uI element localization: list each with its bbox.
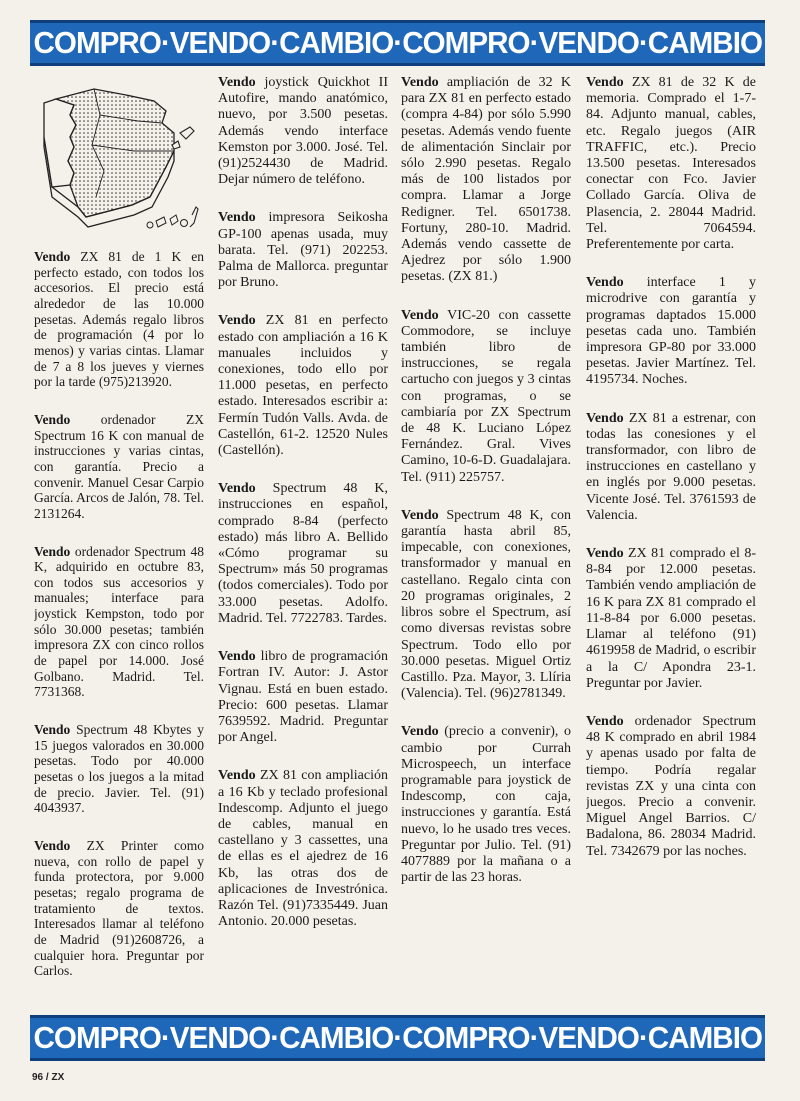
ad-lead: Vendo [586, 410, 624, 426]
classified-ad-15 [401, 724, 571, 886]
classified-ad-16 [586, 75, 756, 253]
classified-ad-19 [586, 546, 756, 692]
ad-text: (precio a convenir), o cambio por Currah Microspeech, un interface programable para joystick de Indescomp, con caja, instrucciones y garantía. Está nuevo, lo he usado tres veces. Preguntar por Julio. Tel. (91) 4077889 por la mañana o a partir de las 23 horas. [401, 724, 571, 886]
ad-lead: Vendo [34, 249, 71, 264]
ad-lead: Vendo [218, 313, 256, 329]
page-number: 96 / ZX [32, 1072, 65, 1083]
ad-text: ampliación de 32 K para ZX 81 en perfecto estado (compra 4-84) por sólo 5.990 pesetas. Además vendo fuente de alimentación Sinclair por sólo 2.990 pesetas. Regalo más de 100 listados por compra. Llamar a Jorge Redigner. Tel. 6501738. Fortuny, 280-10. Madrid. Además vendo cassette de Ajedrez por sólo 1.900 pesetas. (ZX 81.) [401, 75, 571, 285]
bottom-banner [30, 1015, 765, 1061]
ad-lead: Vendo [586, 546, 624, 562]
ad-lead: Vendo [218, 481, 256, 497]
ad-lead: Vendo [34, 722, 71, 738]
ad-lead: Vendo [401, 307, 439, 323]
column-2 [218, 75, 388, 1005]
ad-text: VIC-20 con cassette Commodore, se incluye también libro de instrucciones, se regala cartucho con juegos y 3 cintas con programas, o se cambiaría por ZX Spectrum de 48 K. Luciano López Fernández. Gral. Vives Camino, 10-6-D. Guadalajara. Tel. (911) 225757. [401, 307, 571, 485]
ad-text: joystick Quickhot II Autofire, mando anatómico, nuevo, por 3.500 pesetas. Además vendo interface Kemston por 3.000. José. Tel. (91)2524430 de Madrid. Dejar número de teléfono. [218, 75, 388, 188]
ad-lead: Vendo [401, 507, 439, 523]
ad-text: interface 1 y microdrive con garantía y programas daptados 15.000 pesetas cada uno. También impresora GP-80 por 33.000 pesetas. Javier Martínez. Tel. 4195734. Noches. [586, 275, 756, 388]
ad-lead: Vendo [34, 543, 71, 559]
ad-text: impresora Seikosha GP-100 apenas usada, muy barata. Tel. (971) 202253. Palma de Mallorca. preguntar por Bruno. [218, 210, 388, 291]
ad-lead: Vendo [34, 838, 71, 853]
bottom-banner-text: COMPRO·VENDO·CAMBIO·COMPRO·VENDO·CAMBIO [33, 1020, 762, 1055]
classified-ad-18 [586, 411, 756, 524]
column-3 [401, 75, 571, 1005]
classified-ad-12 [401, 75, 571, 286]
classified-ad-8 [218, 313, 388, 459]
ad-lead: Vendo [401, 724, 439, 740]
ad-lead: Vendo [218, 210, 256, 226]
column-1 [34, 75, 204, 1005]
ad-text: ordenador Spectrum 48 K comprado en abril 1984 y apenas usado por falta de tiempo. Podría regalar revistas ZX y una cinta con juegos. Precio a convenir. Miguel Angel Barrios. C/ Badalona, 86. 28034 Madrid. Tel. 7342679 por las noches. [586, 713, 756, 859]
classified-ad-6 [218, 75, 388, 188]
ad-text: ZX 81 de 1 K en perfecto estado, con todos los accesorios. El precio está alrededor de las 10.000 pesetas. Además regalo libros de programación (4 por lo menos) y varias cintas. Llamar de 7 a 8 los jueves y viernes por la tarde (975)213920. [34, 249, 204, 390]
ad-text: ordenador Spectrum 48 K, adquirido en octubre 83, con todos sus accesorios y manuales; interface para joystick Kempston, todo por sólo 30.000 pesetas; también impresora ZX con cinco rollos de papel por 14.000. José Golbano. Madrid. Tel. 7731368. [34, 543, 204, 700]
classified-ad-17 [586, 275, 756, 388]
classified-ad-14 [401, 508, 571, 702]
classified-ad-1 [34, 249, 204, 390]
ad-lead: Vendo [586, 75, 624, 90]
ad-text: Spectrum 48 Kbytes y 15 juegos valorados en 30.000 pesetas. Todo por 40.000 pesetas o los juegos a la mitad de precio. Javier. Tel. (91) 4043937. [34, 722, 204, 816]
ad-lead: Vendo [586, 713, 624, 729]
top-banner-text: COMPRO·VENDO·CAMBIO·COMPRO·VENDO·CAMBIO [33, 25, 762, 60]
ad-lead: Vendo [586, 275, 624, 291]
spain-map-illustration [34, 75, 204, 245]
classified-ad-7 [218, 210, 388, 291]
ad-lead: Vendo [218, 649, 256, 665]
ad-text: libro de programación Fortran IV. Autor: J. Astor Vignau. Está en buen estado. Precio: 600 pesetas. Llamar 7639592. Madrid. Preguntar por Angel. [218, 649, 388, 746]
ad-text: ZX 81 en perfecto estado con ampliación a 16 K manuales incluidos y conexiones, todo ello por 11.000 pesetas, en perfecto estado. Interesados escribir a: Fermín Tudón Valls. Avda. de Castellón, 61-2. 12520 Nules (Castellón). [218, 313, 388, 459]
column-4 [586, 75, 756, 1005]
ad-text: ZX 81 comprado el 8-8-84 por 12.000 pesetas. También vendo ampliación de 16 K para ZX 81 comprado el 11-8-84 por 6.000 pesetas. Llamar al teléfono (91) 4619958 de Madrid, o escribir a la C/ Apondra 23-1. Preguntar por Javier. [586, 546, 756, 691]
classifieds-columns [28, 75, 770, 1005]
ad-lead: Vendo [34, 411, 71, 427]
classified-ad-5 [34, 838, 204, 979]
ad-text: Spectrum 48 K, instrucciones en español, comprado 8-84 (perfecto estado) más libro A. Bellido «Cómo programar su Spectrum» más 50 programas (todos comerciales). Todo por 33.000 pesetas. Adolfo. Madrid. Tel. 7722783. Tardes. [218, 481, 388, 626]
classified-ad-20 [586, 714, 756, 860]
ad-lead: Vendo [401, 75, 439, 90]
ad-lead: Vendo [218, 768, 256, 784]
classified-ad-13 [401, 308, 571, 486]
ad-text: ZX Printer como nueva, con rollo de papel y funda protectora, por 9.000 pesetas; regalo programa de tratamiento de textos. Interesados llamar al teléfono de Madrid (91)2608726, a cualquier hora. Preguntar por Carlos. [34, 838, 204, 979]
classified-ad-3 [34, 544, 204, 701]
classified-ad-2 [34, 412, 204, 522]
ad-text: ordenador ZX Spectrum 16 K con manual de instrucciones y varias cintas, con garantía. Precio a convenir. Manuel Cesar Carpio García. Arcos de Jalón, 78. Tel. 2131264. [34, 411, 204, 521]
classified-ad-10 [218, 649, 388, 746]
classified-ad-4 [34, 722, 204, 816]
ad-text: ZX 81 de 32 K de memoria. Comprado el 1-7-84. Adjunto manual, cables, etc. Regalo juegos (AIR TRAFFIC, etc.). Precio 13.500 pesetas. Interesados conectar con Fco. Javier Collado García. Oliva de Plasencia, 2. 28044 Madrid. Tel. 7064594. Preferentemente por carta. [586, 75, 756, 253]
top-banner [30, 20, 765, 66]
classified-ad-9 [218, 481, 388, 627]
ad-text: ZX 81 a estrenar, con todas las conesiones y el transformador, con libro de instrucciones en castellano y en inglés por 9.000 pesetas. Vicente José. Tel. 3761593 de Valencia. [586, 410, 756, 523]
ad-text: Spectrum 48 K, con garantía hasta abril 85, impecable, con conexiones, transformador y manual en castellano. Regalo cinta con 20 programas originales, 2 libros sobre el Spectrum, así como diversas revistas sobre Spectrum. Todo ello por 30.000 pesetas. Miguel Ortiz Castillo. Pza. Mayor, 3. Llíria (Valencia). Tel. (96)2781349. [401, 507, 571, 702]
classified-ad-11 [218, 768, 388, 930]
ad-lead: Vendo [218, 75, 256, 90]
ad-text: ZX 81 con ampliación a 16 Kb y teclado profesional Indescomp. Adjunto el juego de cables, manual en castellano y 3 cassettes, una de ellas es el ajedrez de 16 Kb, las otras dos de aplicaciones de Investrónica. Razón Tel. (91)7335449. Juan Antonio. 20.000 pesetas. [218, 768, 388, 930]
